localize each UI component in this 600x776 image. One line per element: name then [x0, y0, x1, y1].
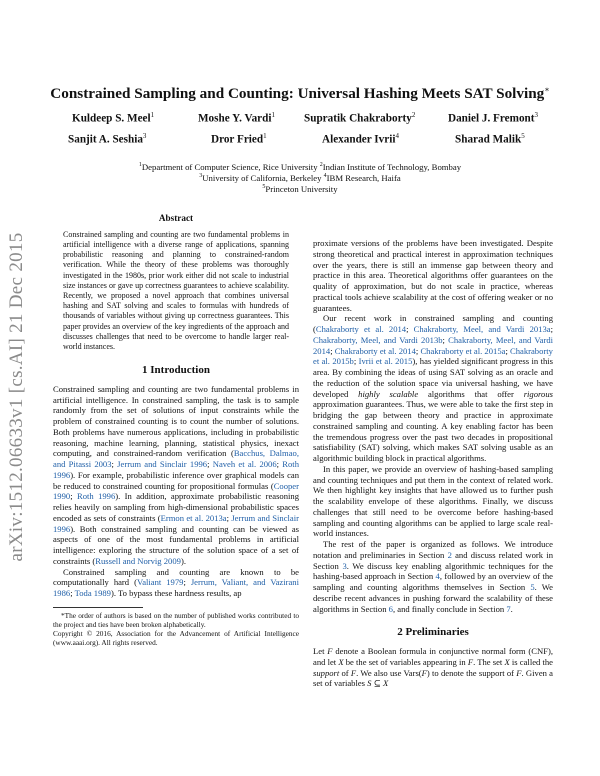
paper-title-text: Constrained Sampling and Counting: Universal Hashing Meets SAT Solving	[50, 85, 545, 103]
citation-link[interactable]: Jerrum, Valiant, and Vazirani 1986	[53, 577, 299, 599]
citation-link[interactable]: Chakraborty, Meel, and Vardi 2014	[313, 334, 554, 356]
author: Sharad Malik$^5$	[455, 132, 525, 146]
section-heading-preliminaries: 2 Preliminaries	[397, 626, 469, 639]
abstract-text: Constrained sampling and counting are two fundamental problems in artificial intelligence with a diverse range of applications, spanning probabilistic reasoning and planning to constrained-random verification. While the theory of these problems was thoroughly investigated in the 1980s, prior work either did not scale to industrial size instances or gave up correctness guarantees to achieve scalability. Recently, we proposed a novel approach that combines universal hashing and SAT solving and scales to formulas with hundreds of thousands of variables without giving up correctness guarantees. This paper provides an overview of the key ingredients of the approach and discusses challenges that need to be overcome to handle larger real-world instances.	[63, 229, 289, 351]
author-order-footnote: *The order of authors is based on the number of published works contributed to the project and ties have been broken alphabetically.	[53, 610, 299, 629]
section-ref-link[interactable]: 7	[506, 603, 511, 614]
author: Sanjit A. Seshia$^3$	[68, 132, 147, 146]
intro-paragraph: Constrained sampling and counting are two fundamental problems in artificial intelligence. In constrained sampling, the task is to sample randomly from the set of solutions of input constraints while the problem of constrained counting is to count the number of solutions. Both problems have numerous applications, including in probabilistic reasoning, machine learning, planning, statistical physics, inexact computing, and constrained-random verification (Bacchus, Dalmao, and Pitassi 2003; Jerrum and Sinclair 1996; Naveh et al. 2006; Roth 1996). For example, probabilistic inference over graphical models can be reduced to constrained counting for propositional formulas (Cooper 1990; Roth 1996). In addition, approximate probabilistic reasoning relies heavily on sampling from high-dimensional probabilistic spaces encoded as sets of constraints (Ermon et al. 2013a; Jerrum and Sinclair 1996). Both constrained sampling and counting can be viewed as aspects of one of the most fundamental problems in artificial intelligence: exploring the structure of the solution space of a set of constraints (Russell and Norvig 2009).	[53, 383, 299, 566]
author: Moshe Y. Vardi$^1$	[198, 111, 275, 125]
author: Alexander Ivrii$^4$	[322, 132, 399, 146]
citation-link[interactable]: Naveh et al. 2006	[212, 459, 277, 470]
affiliation-line: $^3$University of California, Berkeley $^4$IBM Research, Haifa	[199, 173, 401, 183]
author: Supratik Chakraborty$^2$	[304, 111, 416, 125]
author: Kuldeep S. Meel$^1$	[72, 111, 155, 125]
section-ref-link[interactable]: 2	[447, 549, 452, 560]
citation-link[interactable]: Chakraborty, Meel, and Vardi 2013a	[413, 324, 551, 334]
body-paragraph: Our recent work in constrained sampling and counting (Chakraborty et al. 2014; Chakraborty, Meel, and Vardi 2013a; Chakraborty, Meel, and Vardi 2013b; Chakraborty, Meel, and Vardi 2014; Chakraborty et al. 2014; Chakraborty et al. 2015a; Chakraborty et al. 2015b; Ivrii et al. 2015), has yielded significant progress in this area. By combining the ideas of using SAT solving as an oracle and the reduction of the solution space via universal hashing, we have developed highly scalable algorithms that offer rigorous approximation guarantees. Thus, we were able to take the first step in bridging the gap between theory and practice in approximate constrained sampling and counting. A key enabling factor has been the tremendous progress over the past two decades in propositional satisfiability (SAT) solving, which makes SAT solving usable as an algorithmic building block in practical algorithms.	[313, 313, 554, 463]
affiliation-line: $^1$Department of Computer Science, Rice University $^2$Indian Institute of Technology, Bombay	[138, 162, 462, 172]
citation-link[interactable]: Jerrum and Sinclair 1996	[117, 459, 208, 470]
intro-paragraph: Constrained sampling and counting are known to be computationally hard (Valiant 1979; Jerrum, Valiant, and Vazirani 1986; Toda 1989). To bypass these hardness results, ap	[53, 566, 299, 599]
citation-link[interactable]: Chakraborty et al. 2014	[315, 324, 407, 334]
body-paragraph: The rest of the paper is organized as follows. We introduce notation and preliminaries in Section 2 and discuss related work in Section 3. We discuss key enabling algorithmic techniques for the hashing-based approach in Section 4, followed by an overview of the sampling and counting algorithms themselves in Section 5. We describe recent advances in pushing forward the scalability of these algorithms in Section 6, and finally conclude in Section 7.	[313, 539, 553, 614]
citation-link[interactable]: Roth 1996	[53, 459, 299, 480]
citation-link[interactable]: Chakraborty et al. 2014	[334, 345, 416, 356]
section-ref-link[interactable]: 6	[388, 603, 393, 614]
citation-link[interactable]: Ivrii et al. 2015	[358, 356, 413, 367]
citation-link[interactable]: Chakraborty et al. 2015a	[420, 345, 506, 356]
section-ref-link[interactable]: 5	[530, 582, 535, 592]
citation-link[interactable]: Roth 1996	[76, 491, 116, 502]
citation-link[interactable]: Valiant 1979	[136, 577, 184, 588]
body-paragraph: Let F denote a Boolean formula in conjunctive normal form (CNF), and let X be the set of variables appearing in F. The set X is called the support of F. We also use Vars(F) to denote the support of F. Given a set of variables S ⊆ X	[313, 646, 554, 689]
footnote	[53, 611, 299, 647]
title-footnote-mark: ∗	[544, 85, 550, 94]
body-paragraph: In this paper, we provide an overview of hashing-based sampling and counting techniques and put them in the context of related work. We then highlight key insights that have allowed us to further push the scalability envelope of these algorithms. Finally, we discuss challenges that still need to be overcome before hashing-based sampling and counting algorithms can be applied to large scale real-world instances.	[313, 463, 553, 539]
author: Daniel J. Fremont$^3$	[448, 111, 538, 125]
copyright-notice: Copyright © 2016, Association for the Advancement of Artificial Intelligence (www.aaai.org). All rights reserved.	[53, 628, 299, 647]
section-ref-link[interactable]: 4	[435, 571, 440, 582]
affiliation-line: $^5$Princeton University	[262, 184, 338, 194]
section-heading-introduction: 1 Introduction	[142, 364, 210, 377]
citation-link[interactable]: Toda 1989	[74, 588, 111, 599]
citation-link[interactable]: Russell and Norvig 2009	[95, 555, 181, 566]
paper-title	[40, 85, 560, 103]
right-column	[313, 238, 553, 689]
citation-link[interactable]: Bacchus, Dalmao, and Pitassi 2003	[53, 448, 299, 470]
citation-link[interactable]: Chakraborty, Meel, and Vardi 2013b	[313, 334, 443, 345]
abstract-heading: Abstract	[158, 213, 194, 223]
body-paragraph: proximate versions of the problems have been investigated. Despite strong theoretical and practical interest in approximation techniques over the years, there is still an immense gap between theory and practice in this area. Theoretical algorithms offer guarantees on the quality of approximation, but do not scale in practice, whereas practical tools achieve scalability at the cost of offering weaker or no guarantees.	[313, 238, 553, 313]
citation-link[interactable]: Chakraborty et al. 2015b	[313, 345, 553, 367]
citation-link[interactable]: Cooper 1990	[53, 480, 299, 502]
footnote-rule	[53, 607, 143, 608]
citation-link[interactable]: Jerrum and Sinclair 1996	[53, 512, 299, 534]
left-column	[53, 213, 299, 647]
author: Dror Fried$^1$	[211, 132, 267, 146]
arxiv-stamp: arXiv:1512.06633v1 [cs.AI] 21 Dec 2015	[6, 232, 27, 562]
section-ref-link[interactable]: 3	[342, 560, 347, 571]
citation-link[interactable]: Ermon et al. 2013a	[160, 512, 227, 523]
